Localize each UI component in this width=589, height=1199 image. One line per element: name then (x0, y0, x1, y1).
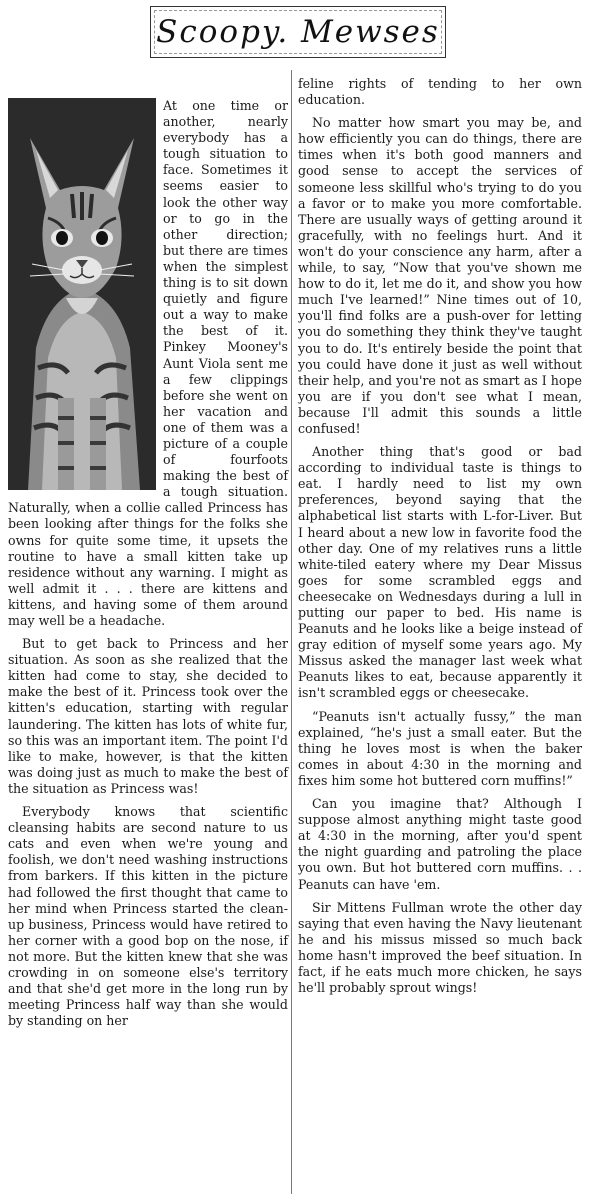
column-masthead (150, 6, 446, 58)
paragraph: Everybody knows that scientific cleansing habits are second nature to us cats and even when we're young and foolish, we don't need washing instructions from barkers. If this kitten in the picture had followed the first thought that came to her mind when Princess started the clean-up business, Princess would have retired to her corner with a good bop on the nose, if not more. But the kitten knew that she was crowding in on someone else's territory and that she'd get more in the long run by meeting Princess half way than she would by standing on her (8, 804, 288, 1029)
cat-photo (8, 98, 156, 490)
paragraph: Another thing that's good or bad according to individual taste is things to eat. I hardly need to list my own preferences, beyond saying that the alphabetical list starts with L-for-Liver. But I heard about a new low in favorite food the other day. One of my relatives runs a little white-tiled eatery where my Dear Missus goes for some scrambled eggs and cheesecake on Wednesdays during a lull in putting our paper to bed. His name is Peanuts and he looks like a beige instead of gray edition of myself some years ago. My Missus asked the manager last week what Peanuts likes to eat, because apparently it isn't scrambled eggs or cheesecake. (298, 444, 582, 701)
paragraph: But to get back to Princess and her situation. As soon as she realized that the kitten had come to stay, she decided to make the best of it. Princess took over the kitten's education, starting with regular laundering. The kitten has lots of white fur, so this was an important item. The point I'd like to make, however, is that the kitten was doing just as much to make the best of the situation as Princess was! (8, 636, 288, 796)
paragraph: “Peanuts isn't actually fussy,” the man explained, “he's just a small eater. But the thing he loves most is when the baker comes in about 4:30 in the morning and fixes him some hot buttered corn muffins!” (298, 708, 582, 788)
paragraph: feline rights of tending to her own education. (298, 76, 582, 108)
column-title: Scoopy. Mewses (156, 14, 440, 50)
column-divider (291, 70, 292, 1194)
paragraph: No matter how smart you may be, and how efficiently you can do things, there are times when it's both good manners and good sense to accept the services of someone less skillful who's trying to do you a favor or to make you more comfortable. There are usually ways of getting around it gracefully, with no feelings hurt. And it won't do your conscience any harm, after a while, to say, “Now that you've shown me how to do it, let me do it, and show you how much I've learned!” Nine times out of 10, you'll find folks are a push-over for letting you do something they think they've taught you to do. It's entirely beside the point that you could have done it just as well without their help, and you're not as smart as I hope you are if you don't see what I mean, because I'll admit this sounds a little confused! (298, 115, 582, 436)
paragraph: Sir Mittens Fullman wrote the other day saying that even having the Navy lieutenant he and his missus missed so much back home hasn't improved the beef situation. In fact, if he eats much more chicken, he says he'll probably sprout wings! (298, 899, 582, 996)
paragraph: At one time or another, nearly everybody has a tough situation to face. Sometimes it seems easier to look the other way or to go in the other direction; but there are times when the simplest thing is to sit down quietly and figure out a way to make the best of it. Pinkey Mooney's Aunt Viola sent me a few clippings before she went on her vacation and one of them was a picture of a couple of fourfoots making the best of a tough situation. Naturally, when a collie called Princess has been looking after things for the folks she owns for quite some time, it upsets the routine to have a small kitten take up residence without any warning. I might as well admit it . . . there are kittens and kittens, and having some of them around may well be a headache. (8, 98, 288, 628)
left-column (8, 98, 288, 1029)
right-column (298, 76, 582, 996)
paragraph: Can you imagine that? Although I suppose almost anything might taste good at 4:30 in the morning, after you'd spent the night guarding and patroling the place you own. But hot buttered corn muffins. . . Peanuts can have 'em. (298, 796, 582, 892)
